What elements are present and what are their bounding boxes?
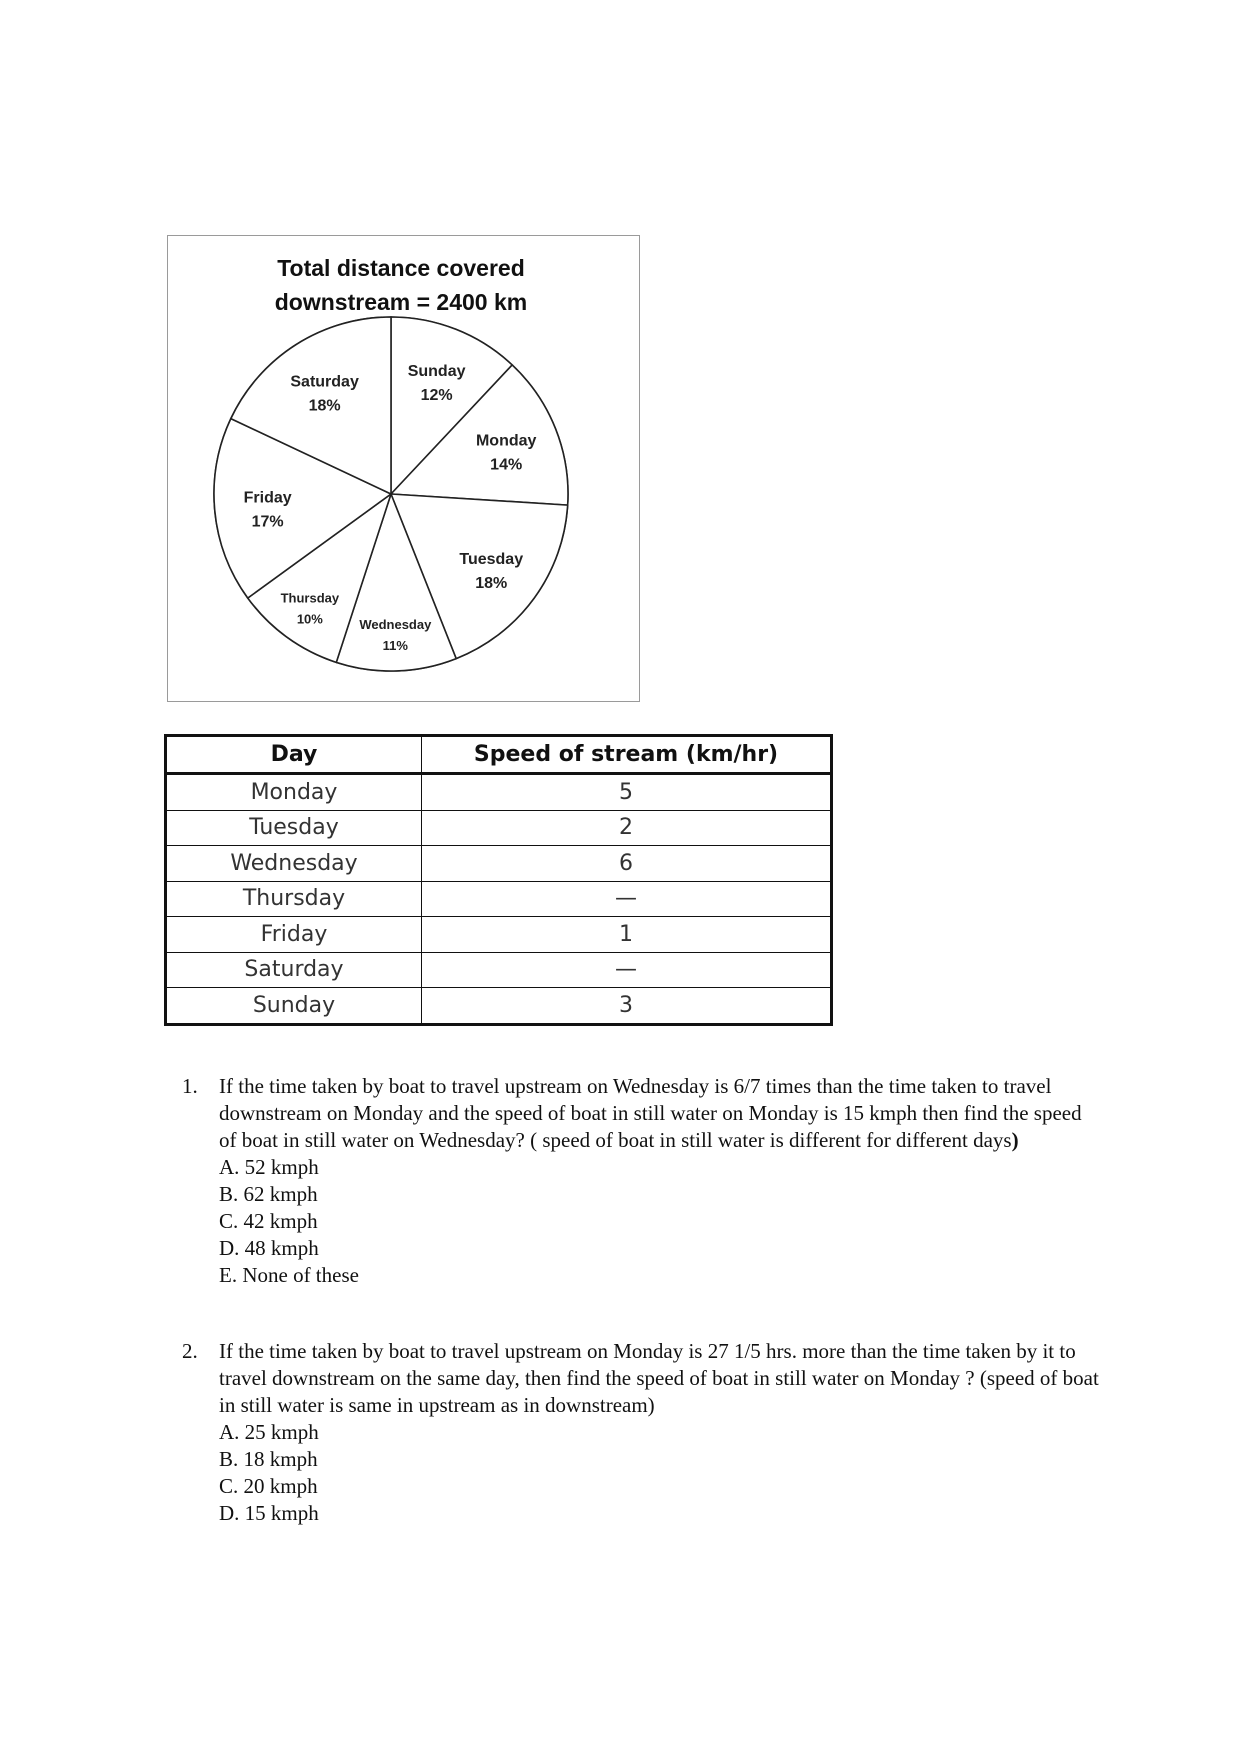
- answer-option: A. 52 kmph: [219, 1155, 319, 1179]
- question-body: If the time taken by boat to travel upstream on Wednesday is 6/7 times than the time taken to travel downstream on Monday and the speed of boat in still water on Monday is 15 kmph then find the speed of boat in still water on Wednesday? ( speed of boat in still water is different for different days: [219, 1074, 1082, 1152]
- cell-speed: 3: [422, 988, 832, 1025]
- table-row: [166, 952, 832, 988]
- table-row: [166, 988, 832, 1025]
- table-row: [166, 917, 832, 953]
- pie-chart-panel: [167, 235, 640, 702]
- table-header-row: [166, 736, 832, 774]
- answer-option: B. 18 kmph: [219, 1447, 318, 1471]
- slice-label-thursday: Thursday: [280, 590, 340, 606]
- slice-label-wednesday: Wednesday: [359, 616, 432, 632]
- cell-speed: —: [422, 881, 832, 917]
- answer-option: E. None of these: [219, 1263, 359, 1287]
- slice-value-wednesday: 11%: [382, 637, 408, 653]
- answer-option: B. 62 kmph: [219, 1182, 318, 1206]
- slice-value-tuesday: 18%: [475, 574, 508, 592]
- cell-day: Wednesday: [166, 846, 422, 882]
- slice-label-friday: Friday: [243, 489, 292, 507]
- cell-day: Saturday: [166, 952, 422, 988]
- answer-option: D. 15 kmph: [219, 1501, 319, 1525]
- cell-speed: 2: [422, 810, 832, 846]
- pie-chart: [168, 236, 638, 700]
- question-closing: ): [1011, 1128, 1019, 1152]
- cell-day: Monday: [166, 774, 422, 811]
- slice-label-saturday: Saturday: [290, 373, 359, 391]
- pie-slices: [214, 317, 568, 671]
- table-row: [166, 846, 832, 882]
- cell-speed: —: [422, 952, 832, 988]
- question-number: 2.: [182, 1339, 198, 1363]
- stream-speed-table: [164, 734, 833, 1026]
- table-row: [166, 881, 832, 917]
- table-row: [166, 810, 832, 846]
- answer-option: C. 20 kmph: [219, 1474, 318, 1498]
- cell-speed: 6: [422, 846, 832, 882]
- cell-day: Thursday: [166, 881, 422, 917]
- question-body: If the time taken by boat to travel upstream on Monday is 27 1/5 hrs. more than the time taken by it to travel downstream on the same day, then find the speed of boat in still water on Monday ? (speed of boat in still water is same in upstream as in downstream): [219, 1339, 1099, 1417]
- cell-day: Tuesday: [166, 810, 422, 846]
- header-speed: Speed of stream (km/hr): [422, 736, 832, 774]
- slice-label-sunday: Sunday: [407, 362, 466, 380]
- table-row: [166, 774, 832, 811]
- answer-option: C. 42 kmph: [219, 1209, 318, 1233]
- slice-label-tuesday: Tuesday: [459, 550, 524, 568]
- cell-day: Friday: [166, 917, 422, 953]
- slice-value-thursday: 10%: [296, 611, 323, 627]
- cell-speed: 1: [422, 917, 832, 953]
- slice-value-saturday: 18%: [308, 397, 341, 415]
- cell-speed: 5: [422, 774, 832, 811]
- header-day: Day: [166, 736, 422, 774]
- question-number: 1.: [182, 1074, 198, 1098]
- answer-option: A. 25 kmph: [219, 1420, 319, 1444]
- slice-value-monday: 14%: [490, 456, 523, 474]
- question-text: [219, 1073, 1102, 1154]
- chart-title-line-2: downstream = 2400 km: [274, 289, 528, 315]
- slice-value-friday: 17%: [251, 513, 284, 531]
- question-text: [219, 1338, 1102, 1419]
- chart-title-line-1: Total distance covered: [277, 255, 525, 281]
- slice-label-monday: Monday: [475, 432, 537, 450]
- slice-value-sunday: 12%: [420, 386, 453, 404]
- question-2: [182, 1338, 1102, 1527]
- answer-option: D. 48 kmph: [219, 1236, 319, 1260]
- question-1: [182, 1073, 1102, 1289]
- cell-day: Sunday: [166, 988, 422, 1025]
